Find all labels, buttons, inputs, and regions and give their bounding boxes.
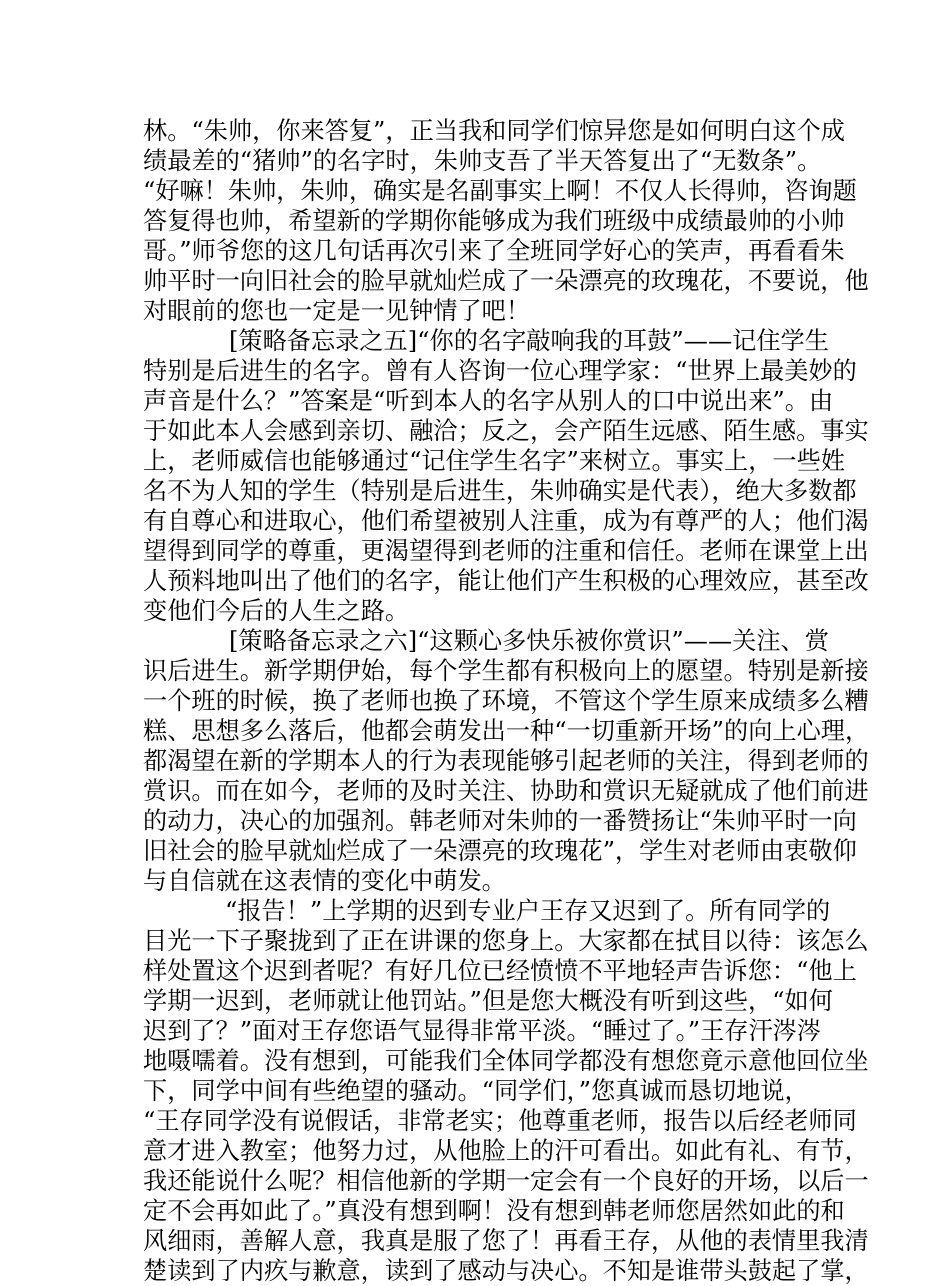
text-line: “好嘛！朱帅，朱帅，确实是名副事实上啊！不仅人长得帅，咨询题 xyxy=(143,177,857,205)
text-line: 林。“朱帅，你来答复”，正当我和同学们惊异您是如何明白这个成 xyxy=(143,117,845,145)
text-line: 帅平时一向旧社会的脸早就灿烂成了一朵漂亮的玫瑰花，不要说，他 xyxy=(143,267,869,295)
text-line: 我还能说什么呢？相信他新的学期一定会有一个良好的开场，以后一 xyxy=(143,1167,869,1195)
text-line: 声音是什么？”答案是“听到本人的名字从别人的口中说出来”。由 xyxy=(143,387,834,415)
text-line: 地嗫嚅着。没有想到，可能我们全体同学都没有想您竟示意他回位坐 xyxy=(143,1047,869,1075)
body-text xyxy=(143,116,870,1286)
text-line: 对眼前的您也一定是一见钟情了吧！ xyxy=(143,297,531,325)
text-line: 赏识。而在如今，老师的及时关注、协助和赏识无疑就成了他们前进 xyxy=(143,777,869,805)
text-line: 的动力，决心的加强剂。韩老师对朱帅的一番赞扬让“朱帅平时一向 xyxy=(143,807,857,835)
text-line: 有自尊心和进取心，他们希望被别人注重，成为有尊严的人；他们渴 xyxy=(143,507,869,535)
text-line: 上，老师威信也能够通过“记住学生名字”来树立。事实上，一些姓 xyxy=(143,447,845,475)
text-line: “王存同学没有说假话，非常老实；他尊重老师，报告以后经老师同 xyxy=(143,1107,857,1135)
text-line: 都渴望在新的学期本人的行为表现能够引起老师的关注，得到老师的 xyxy=(143,747,869,775)
text-line: 学期一迟到，老师就让他罚站。”但是您大概没有听到这些，“如何 xyxy=(143,987,833,1015)
text-line: 望得到同学的尊重，更渴望得到老师的注重和信任。老师在课堂上出 xyxy=(143,537,869,565)
text-line: 糕、思想多么落后，他都会萌发出一种“一切重新开场”的向上心理， xyxy=(143,717,870,745)
text-line: 目光一下子聚拢到了正在讲课的您身上。大家都在拭目以待：该怎么 xyxy=(143,927,869,955)
text-line: 变他们今后的人生之路。 xyxy=(143,597,410,625)
text-line: 特别是后进生的名字。曾有人咨询一位心理学家：“世界上最美妙的 xyxy=(143,357,857,385)
text-line: 答复得也帅，希望新的学期你能够成为我们班级中成绩最帅的小帅 xyxy=(143,207,845,235)
text-line: 与自信就在这表情的变化中萌发。 xyxy=(143,867,506,895)
text-line: 于如此本人会感到亲切、融洽；反之，会产陌生远感、陌生感。事实 xyxy=(143,417,869,445)
text-line: 名不为人知的学生（特别是后进生，朱帅确实是代表），绝大多数都 xyxy=(143,477,857,505)
text-line: 人预料地叫出了他们的名字，能让他们产生积极的心理效应，甚至改 xyxy=(143,567,869,595)
text-line: 定不会再如此了。”真没有想到啊！没有想到韩老师您居然如此的和 xyxy=(143,1197,845,1225)
section-heading-line: [策略备忘录之五]“你的名字敲响我的耳鼓”——记住学生 xyxy=(229,327,829,355)
text-line: 下，同学中间有些绝望的骚动。“同学们，”您真诚而恳切地说， xyxy=(143,1077,809,1105)
text-line: 哥。”师爷您的这几句话再次引来了全班同学好心的笑声，再看看朱 xyxy=(143,237,845,265)
text-line: 意才进入教室；他努力过，从他脸上的汗可看出。如此有礼、有节， xyxy=(143,1137,869,1165)
text-line: 样处置这个迟到者呢？有好几位已经愤愤不平地轻声告诉您：“他上 xyxy=(143,957,857,985)
section-heading-line: [策略备忘录之六]“这颗心多快乐被你赏识”——关注、赏 xyxy=(229,627,829,655)
text-line: 绩最差的“猪帅”的名字时，朱帅支吾了半天答复出了“无数条”。 xyxy=(143,147,822,175)
text-line: 迟到了？”面对王存您语气显得非常平淡。“睡过了。”王存汗涔涔 xyxy=(143,1017,822,1045)
text-line: 一个班的时候，换了老师也换了环境，不管这个学生原来成绩多么糟 xyxy=(143,687,869,715)
text-line: 风细雨，善解人意，我真是服了您了！再看王存，从他的表情里我清 xyxy=(143,1227,869,1255)
text-line: 楚读到了内疚与歉意，读到了感动与决心。不知是谁带头鼓起了掌， xyxy=(143,1257,869,1285)
text-line: 旧社会的脸早就灿烂成了一朵漂亮的玫瑰花”，学生对老师由衷敬仰 xyxy=(143,837,857,865)
text-line: 识后进生。新学期伊始，每个学生都有积极向上的愿望。特别是新接 xyxy=(143,657,869,685)
paragraph-start-line: “报告！”上学期的迟到专业户王存又迟到了。所有同学的 xyxy=(225,897,831,925)
